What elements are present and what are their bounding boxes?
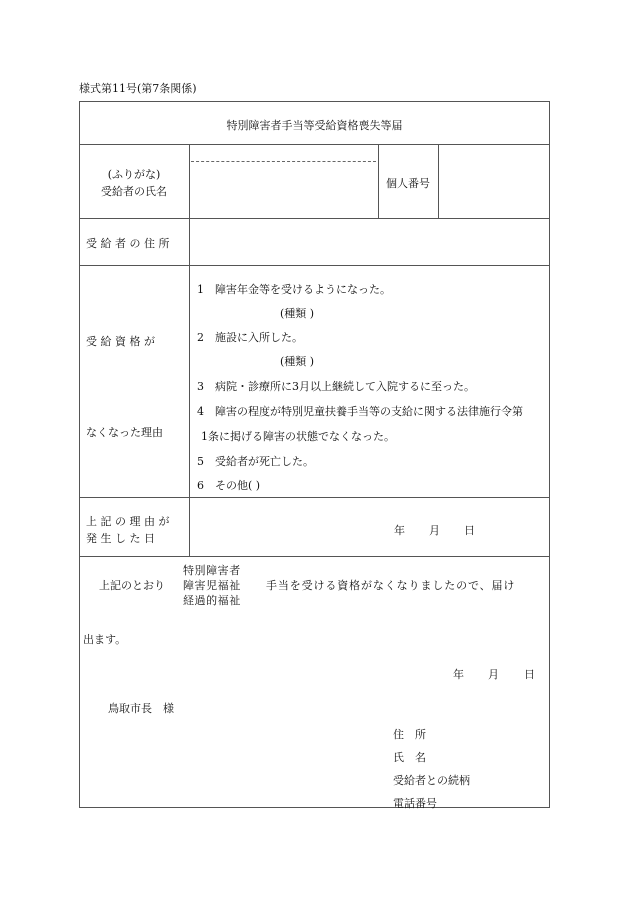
divider	[79, 144, 550, 145]
reason-item-4-cont: 1条に掲げる障害の状態でなくなった。	[201, 430, 395, 443]
divider	[79, 218, 550, 219]
applicant-address-label: 住 所	[393, 728, 426, 741]
declaration-continuation: 出ます。	[83, 633, 127, 646]
declaration-suffix: 手当を受ける資格がなくなりましたので、届け	[266, 579, 516, 592]
occurred-day-label: 日	[464, 524, 475, 537]
form-title: 特別障害者手当等受給資格喪失等届	[226, 119, 403, 132]
applicant-relationship-label: 受給者との続柄	[393, 774, 470, 787]
occurred-date-field[interactable]	[191, 499, 548, 554]
signature-day-label: 日	[524, 668, 535, 681]
divider	[79, 556, 550, 557]
declaration-prefix: 上記のとおり	[99, 579, 165, 592]
reason-item-1[interactable]: 1 障害年金等を受けるようになった。	[197, 283, 391, 296]
divider	[79, 265, 550, 266]
individual-number-field[interactable]	[440, 146, 548, 216]
allowance-type-3: 経過的福祉	[183, 594, 241, 607]
form-number: 様式第11号(第7条関係)	[79, 82, 197, 95]
applicant-name-label: 氏 名	[393, 751, 426, 764]
allowance-type-2: 障害児福祉	[183, 579, 241, 592]
occurred-year-label: 年	[394, 524, 405, 537]
signature-month-label: 月	[488, 668, 499, 681]
address-field[interactable]	[191, 220, 548, 263]
reason-item-2-type[interactable]: (種類 )	[280, 355, 315, 368]
furigana-label: (ふりがな)	[107, 168, 161, 181]
recipient-name-label: 受給者の氏名	[101, 185, 167, 198]
occurred-label-top: 上 記 の 理 由 が	[86, 515, 170, 528]
reason-item-3[interactable]: 3 病院・診療所に3月以上継続して入院するに至った。	[197, 380, 475, 393]
occurred-month-label: 月	[429, 524, 440, 537]
label-column-divider	[189, 144, 190, 557]
individual-number-label: 個人番号	[386, 177, 430, 190]
occurred-label-bottom: 発 生 し た 日	[86, 532, 155, 545]
allowance-type-1: 特別障害者	[183, 564, 241, 577]
reason-item-6[interactable]: 6 その他( )	[197, 479, 261, 492]
reason-item-5[interactable]: 5 受給者が死亡した。	[197, 455, 314, 468]
reason-item-2[interactable]: 2 施設に入所した。	[197, 331, 303, 344]
signature-year-label: 年	[453, 668, 464, 681]
furigana-line	[191, 161, 376, 162]
applicant-phone-label: 電話番号	[393, 797, 437, 810]
reason-item-4[interactable]: 4 障害の程度が特別児童扶養手当等の支給に関する法律施行令第	[197, 405, 523, 418]
reason-item-1-type[interactable]: (種類 )	[280, 307, 315, 320]
reason-label-bottom: なくなった理由	[86, 426, 163, 439]
address-label: 受 給 者 の 住 所	[86, 237, 170, 250]
divider	[79, 497, 550, 498]
recipient-name-field[interactable]	[191, 163, 376, 216]
divider	[438, 144, 439, 218]
addressee: 鳥取市長 様	[108, 702, 174, 715]
reason-label-top: 受 給 資 格 が	[86, 335, 155, 348]
